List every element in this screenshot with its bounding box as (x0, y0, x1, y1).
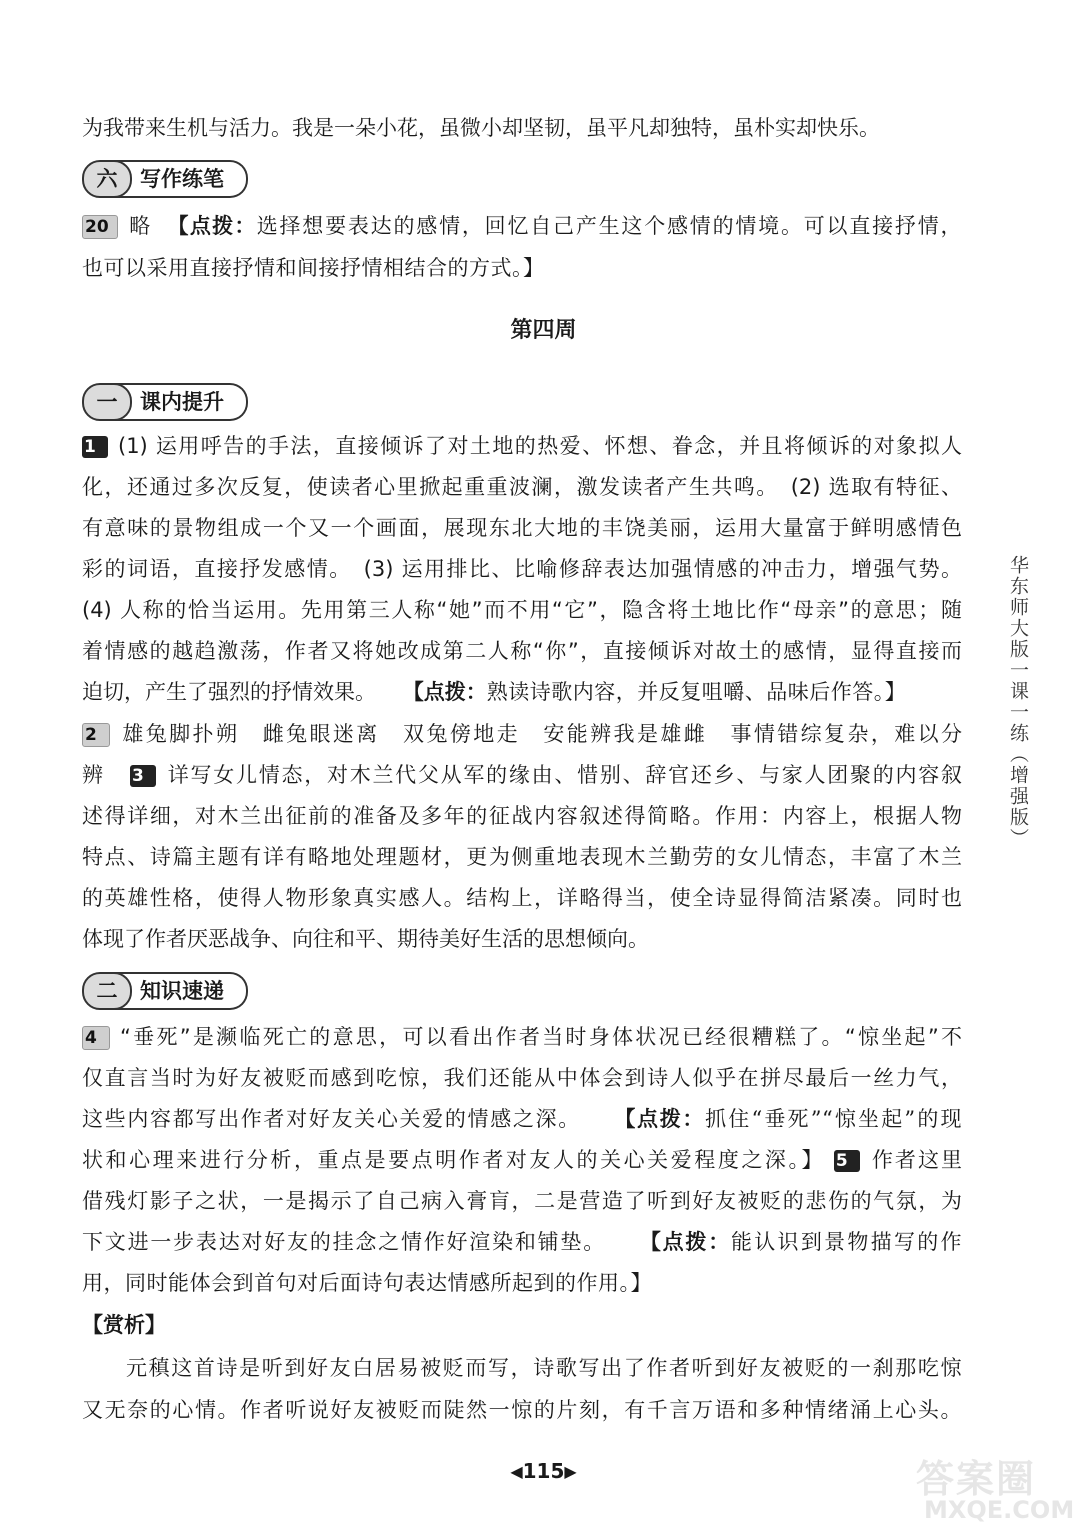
tip-text: 选择想要表达的感情，回忆自己产生这个感情的情境。可以直接抒情， (256, 214, 963, 238)
tip-label: 【点拨： (167, 214, 257, 238)
section-title: 课内提升 (114, 383, 248, 421)
question-4-line-2: 仅直言当时为好友被贬而感到吃惊，我们还能从中体会到诗人似乎在拼尽最后一丝力气， (82, 1066, 962, 1090)
question-4-line-3: 这些内容都写出作者对好友关心关爱的情感之深。 【点拨：抓住“垂死”“惊坐起”的现 (82, 1107, 963, 1131)
question-1-line-5: (4) 人称的恰当运用。先用第三人称“她”而不用“它”，隐含将土地比作“母亲”的意思；随 (82, 598, 962, 622)
question-1-line-7: 迫切，产生了强烈的抒情效果。 【点拨：熟读诗歌内容，并反复咀嚼、品味后作答。】 (82, 680, 907, 704)
section-number-badge: 二 (82, 972, 132, 1010)
question-4-line-1: 4 “垂死”是濒临死亡的意思，可以看出作者当时身体状况已经很糟糕了。“惊坐起”不 (82, 1022, 962, 1052)
question-3-line-5: 体现了作者厌恶战争、向往和平、期待美好生活的思想倾向。 (82, 927, 649, 951)
tip-label: 【点拨： (614, 1107, 706, 1131)
left-triangle-icon: ◀ (510, 1462, 523, 1481)
question-number-2: 2 (82, 723, 110, 747)
question-3-line-3: 特点、诗篇主题有详有略地处理题材，更为侧重地表现木兰勤劳的女儿情态，丰富了木兰 (82, 845, 962, 869)
watermark-url: MXQE.COM (924, 1496, 1075, 1524)
question-1-line-2: 化，还通过多次反复，使读者心里掀起重重波澜，激发读者产生共鸣。 (2) 选取有特征、 (82, 475, 962, 499)
question-4-5-line: 状和心理来进行分析，重点是要点明作者对友人的关心关爱程度之深。】 5 作者这里 (82, 1148, 963, 1172)
question-5-line-3: 下文进一步表达对好友的挂念之情作好渲染和铺垫。 【点拨：能认识到景物描写的作 (82, 1230, 963, 1254)
question-number-20: 20 (82, 215, 118, 239)
page-number: ◀115▶ (510, 1459, 577, 1483)
tip-label: 【点拨： (639, 1230, 731, 1254)
question-3-line-2: 述得详细，对木兰出征前的准备及多年的征战内容叙述得简略。作用：内容上，根据人物 (82, 804, 962, 828)
week-title: 第四周 (510, 318, 577, 343)
question-number-5: 5 (834, 1150, 860, 1172)
question-2-line-1: 2 雄兔脚扑朔 雌兔眼迷离 双兔傍地走 安能辨我是雄雌 事情错综复杂，难以分 (82, 719, 962, 749)
tip-text: 熟读诗歌内容，并反复咀嚼、品味后作答。】 (486, 680, 907, 704)
watermark (916, 1448, 1076, 1528)
question-number-4: 4 (82, 1026, 110, 1050)
appreciation-line-2: 又无奈的心情。作者听说好友被贬而陡然一惊的片刻，有千言万语和多种情绪涌上心头。 (82, 1398, 962, 1422)
section-number-badge: 一 (82, 383, 132, 421)
top-line: 为我带来生机与活力。我是一朵小花，虽微小却坚韧，虽平凡却独特，虽朴实却快乐。 (82, 116, 880, 140)
question-1-line-3: 有意味的景物组成一个又一个画面，展现东北大地的丰饶美丽，运用大量富于鲜明感情色 (82, 516, 962, 540)
question-5-line-2: 借残灯影子之状，一是揭示了自己病入膏肓，二是营造了听到好友被贬的悲伤的气氛，为 (82, 1189, 962, 1213)
question-1-line-4: 彩的词语，直接抒发感情。 (3) 运用排比、比喻修辞表达加强情感的冲击力，增强气势。 (82, 557, 962, 581)
watermark-logo: 答案圈 (916, 1457, 1037, 1501)
answer-text: 略 (128, 214, 152, 238)
appreciation-label: 【赏析】 (82, 1313, 166, 1337)
book-title-side-text: 华东师大版一课一练（增强版） (1007, 555, 1029, 849)
question-20-line-1 (82, 211, 962, 241)
question-2-3-line: 辨 3 详写女儿情态，对木兰代父从军的缘由、惜别、辞官还乡、与家人团聚的内容叙 (82, 763, 963, 787)
question-1-line-6: 着情感的越趋激荡，作者又将她改成第二人称“你”，直接倾诉对故土的感情，显得直接而 (82, 639, 962, 663)
tip-label: 【点拨： (402, 680, 487, 704)
question-5-line-4: 用，同时能体会到首句对后面诗句表达情感所起到的作用。】 (82, 1271, 652, 1295)
question-number-3: 3 (130, 765, 156, 787)
tip-text: 抓住“垂死”“惊坐起”的现 (705, 1107, 963, 1131)
section-number-badge: 六 (82, 160, 132, 198)
right-triangle-icon: ▶ (564, 1462, 577, 1481)
section-title: 写作练笔 (114, 160, 248, 198)
tip-text: 能认识到景物描写的作 (730, 1230, 963, 1254)
question-number-1: 1 (82, 436, 108, 458)
question-1-line-1: 1 (1) 运用呼告的手法，直接倾诉了对土地的热爱、怀想、眷念，并且将倾诉的对象拟人 (84, 434, 962, 458)
section-title: 知识速递 (114, 972, 248, 1010)
question-20-line-2: 也可以采用直接抒情和间接抒情相结合的方式。】 (82, 256, 545, 280)
appreciation-line-1: 元稹这首诗是听到好友白居易被贬而写，诗歌写出了作者听到好友被贬的一刹那吃惊 (126, 1356, 962, 1380)
question-3-line-4: 的英雄性格，使得人物形象真实感人。结构上，详略得当，使全诗显得简洁紧凑。同时也 (82, 886, 962, 910)
